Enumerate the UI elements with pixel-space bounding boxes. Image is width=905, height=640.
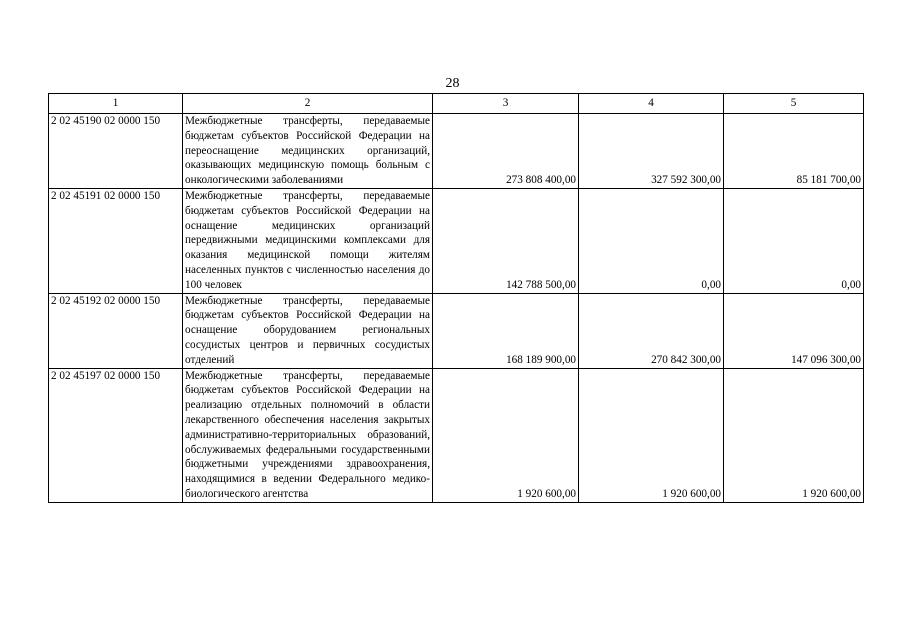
amount-col3-cell: 273 808 400,00 bbox=[433, 114, 579, 189]
budget-code-cell: 2 02 45190 02 0000 150 bbox=[49, 114, 183, 189]
amount-col4-cell: 0,00 bbox=[579, 188, 724, 293]
budget-code-cell: 2 02 45192 02 0000 150 bbox=[49, 293, 183, 368]
amount-col3-cell: 142 788 500,00 bbox=[433, 188, 579, 293]
column-header-3: 3 bbox=[433, 94, 579, 114]
amount-col5-cell: 0,00 bbox=[724, 188, 864, 293]
description-cell: Межбюджетные трансферты, передаваемые бюджетам субъектов Российской Федерации на реализацию отдельных полномочий в области лекарственного обеспечения населения закрытых административно-территориальных образований, обслуживаемых федеральными государственными бюджетными учреждениями здравоохранения, находящимися в ведении Федерального медико-биологического агентства bbox=[183, 368, 433, 502]
budget-table bbox=[48, 93, 864, 503]
column-header-5: 5 bbox=[724, 94, 864, 114]
budget-code-cell: 2 02 45197 02 0000 150 bbox=[49, 368, 183, 502]
amount-col4-cell: 1 920 600,00 bbox=[579, 368, 724, 502]
column-header-4: 4 bbox=[579, 94, 724, 114]
amount-col4-cell: 327 592 300,00 bbox=[579, 114, 724, 189]
table-row bbox=[49, 188, 864, 293]
page-number: 28 bbox=[445, 76, 460, 91]
amount-col3-cell: 168 189 900,00 bbox=[433, 293, 579, 368]
column-header-2: 2 bbox=[183, 94, 433, 114]
description-cell: Межбюджетные трансферты, передаваемые бюджетам субъектов Российской Федерации на оснащение оборудованием региональных сосудистых центров и первичных сосудистых отделений bbox=[183, 293, 433, 368]
amount-col5-cell: 147 096 300,00 bbox=[724, 293, 864, 368]
amount-col5-cell: 85 181 700,00 bbox=[724, 114, 864, 189]
description-cell: Межбюджетные трансферты, передаваемые бюджетам субъектов Российской Федерации на переоснащение медицинских организаций, оказывающих медицинскую помощь больным с онкологическими заболеваниями bbox=[183, 114, 433, 189]
table-header-row bbox=[49, 94, 864, 114]
table-row bbox=[49, 368, 864, 502]
description-cell: Межбюджетные трансферты, передаваемые бюджетам субъектов Российской Федерации на оснащение медицинских организаций передвижными медицинскими комплексами для оказания медицинской помощи жителям населенных пунктов с численностью населения до 100 человек bbox=[183, 188, 433, 293]
table-row bbox=[49, 114, 864, 189]
amount-col4-cell: 270 842 300,00 bbox=[579, 293, 724, 368]
budget-code-cell: 2 02 45191 02 0000 150 bbox=[49, 188, 183, 293]
amount-col3-cell: 1 920 600,00 bbox=[433, 368, 579, 502]
amount-col5-cell: 1 920 600,00 bbox=[724, 368, 864, 502]
table-row bbox=[49, 293, 864, 368]
column-header-1: 1 bbox=[49, 94, 183, 114]
